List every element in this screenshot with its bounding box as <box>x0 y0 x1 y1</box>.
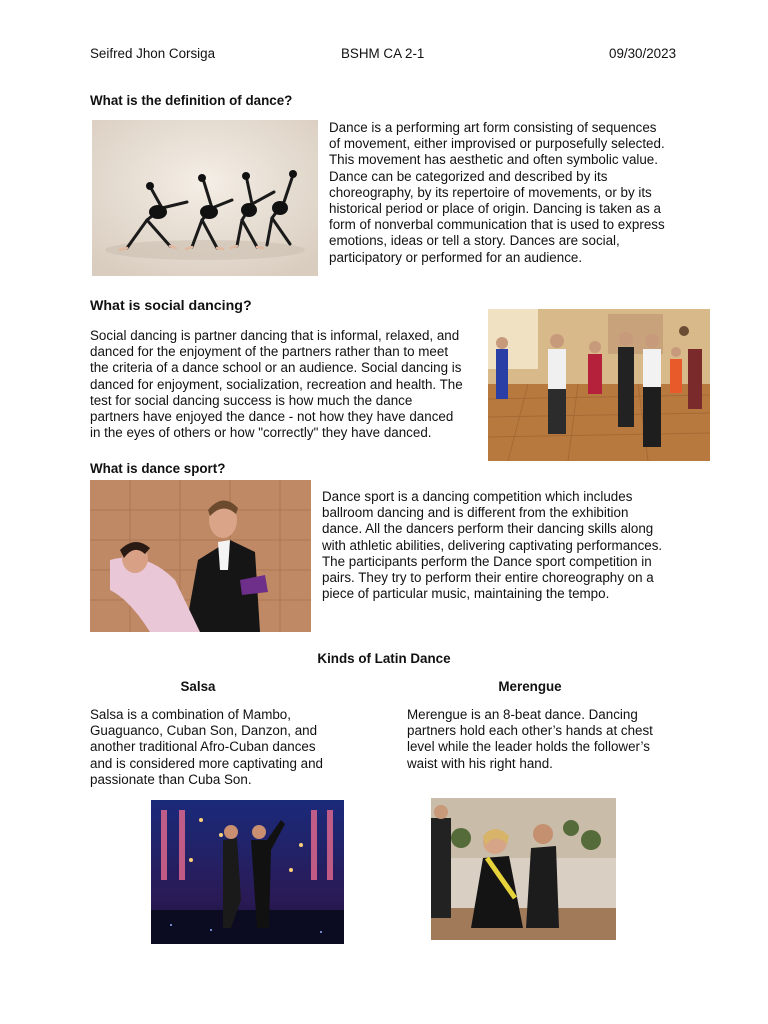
social-heading: What is social dancing? <box>90 298 252 314</box>
salsa-text: Salsa is a combination of Mambo, Guaguanco, Cuban Son, Danzon, and another traditional Afro-Cuban dances and is considered more captivating and passionate than Cuba Son. <box>90 707 323 787</box>
author-name: Seifred Jhon Corsiga <box>90 46 216 61</box>
merengue-image <box>431 798 616 940</box>
salsa-image <box>151 800 344 944</box>
document-date: 09/30/2023 <box>609 46 677 61</box>
course-code: BSHM CA 2-1 <box>341 46 425 61</box>
social-text: Social dancing is partner dancing that is informal, relaxed, and danced for the enjoyment of the partners rather than to meet the criteria of a dance school or an audience. Social dancing is danced for enjoyment, socialization, recreation and health. The test for social dancing success is how much the dance partners have enjoyed the dance - not how they have danced in the eyes of others or how "correctly" they have danced. <box>90 328 463 441</box>
sport-heading: What is dance sport? <box>90 461 226 476</box>
dance-sport-image <box>90 480 311 632</box>
dance-troupe-image <box>92 120 318 276</box>
latin-heading: Kinds of Latin Dance <box>317 651 451 666</box>
sport-text: Dance sport is a dancing competition which includes ballroom dancing and is different from the exhibition dance. All the dancers perform their dancing skills along with athletic abilities, delivering captivating performances. The participants perform the Dance sport competition in pairs. They try to perform their entire choreography on a piece of particular music, maintaining the tempo. <box>322 489 663 602</box>
merengue-text: Merengue is an 8-beat dance. Dancing partners hold each other’s hands at chest level while the leader holds the follower’s waist with his right hand. <box>407 707 653 771</box>
social-dancing-image <box>488 309 710 461</box>
salsa-title: Salsa <box>180 679 216 694</box>
definition-text: Dance is a performing art form consisting of sequences of movement, either improvised or purposefully selected. This movement has aesthetic and often symbolic value. Dance can be categorized and described by its choreography, by its repertoire of movements, or by its historical period or place of origin. Dancing is taken as a form of nonverbal communication that is used to express emotions, ideas or tell a story. Dances are social, participatory or performed for an audience. <box>329 120 665 265</box>
definition-heading: What is the definition of dance? <box>90 93 293 108</box>
merengue-title: Merengue <box>498 679 562 694</box>
